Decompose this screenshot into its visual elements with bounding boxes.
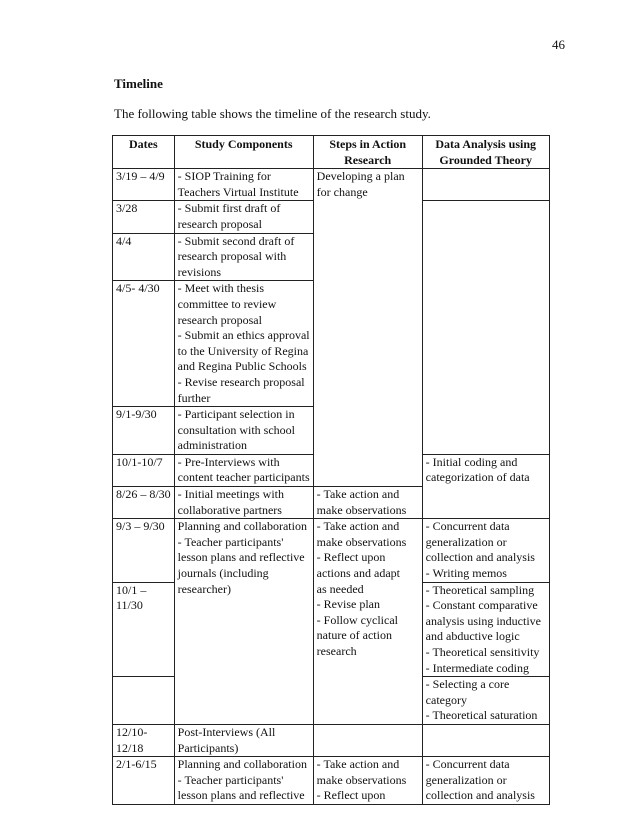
date-cell <box>113 169 175 201</box>
table-row <box>113 757 550 805</box>
date-cell <box>113 454 175 486</box>
cell-text-line: collaborative partners <box>177 502 282 517</box>
cell-text-line: - Revise plan <box>316 597 380 612</box>
cell-text-line: - Reflect upon <box>316 550 386 565</box>
cell-text-line: - Pre-Interviews with <box>177 454 280 469</box>
cell-text-line: 9/1-9/30 <box>116 407 157 422</box>
analysis-cell-core <box>422 677 549 725</box>
cell-text-line: generalization or <box>425 772 507 787</box>
cell-text-line: - Submit second draft of <box>177 233 295 248</box>
cell-text-line: - Selecting a core <box>425 677 510 692</box>
cell-text-line: research proposal with <box>177 249 287 264</box>
cell-text-line: - Meet with thesis <box>177 281 264 296</box>
cell-text-line: - Submit an ethics approval <box>177 328 310 343</box>
cell-text-line: - Theoretical sampling <box>425 582 535 597</box>
cell-text-line: collection and analysis <box>425 550 535 565</box>
cell-text-line: - Intermediate coding <box>425 660 529 675</box>
cell-text-line: 3/19 – 4/9 <box>116 169 165 184</box>
section-heading: Timeline <box>114 76 163 91</box>
date-cell <box>113 519 175 582</box>
cell-text-line: - Teacher participants' <box>177 772 284 787</box>
header-steps-action-research <box>313 136 422 169</box>
cell-text-line: - Initial coding and <box>425 454 518 469</box>
cell-text-line: - Take action and <box>316 519 400 534</box>
cell-text-line: - Concurrent data <box>425 757 510 772</box>
header-dates <box>113 136 175 169</box>
cell-text-line: category <box>425 692 467 707</box>
date-cell <box>113 724 175 756</box>
cell-text-line: consultation with school <box>177 422 295 437</box>
component-cell <box>174 724 313 756</box>
cell-text-line: Data Analysis using <box>435 137 537 151</box>
cell-text-line: administration <box>177 438 247 453</box>
component-cell <box>174 454 313 486</box>
cell-text-line: further <box>177 390 211 405</box>
cell-text-line: - SIOP Training for <box>177 169 271 184</box>
cell-text-line: - Reflect upon <box>316 788 386 803</box>
cell-text-line: categorization of data <box>425 470 530 485</box>
steps-cell-take-action-last <box>313 757 422 805</box>
cell-text-line: research proposal <box>177 312 262 327</box>
analysis-cell-concurrent-last <box>422 757 549 805</box>
cell-text-line: 4/5- 4/30 <box>116 281 160 296</box>
header-data-analysis <box>422 136 549 169</box>
steps-cell-take-action-reflect <box>313 519 422 725</box>
cell-text-line: Study Components <box>194 137 293 151</box>
date-cell <box>113 582 175 677</box>
cell-text-line: lesson plans and reflective <box>177 788 305 803</box>
cell-text-line: 8/26 – 8/30 <box>116 487 171 502</box>
date-cell <box>113 677 175 725</box>
cell-text-line: - Participant selection in <box>177 407 295 422</box>
date-cell <box>113 201 175 233</box>
cell-text-line: researcher) <box>177 581 231 596</box>
steps-cell-empty <box>313 724 422 756</box>
component-cell-planning <box>174 519 313 725</box>
cell-text-line: 4/4 <box>116 233 132 248</box>
component-cell <box>174 233 313 281</box>
cell-text-line: Research <box>344 152 392 167</box>
cell-text-line: lesson plans and reflective <box>177 550 305 565</box>
date-cell <box>113 487 175 519</box>
timeline-table <box>112 135 550 805</box>
cell-text-line: to the University of Regina <box>177 343 309 358</box>
cell-text-line: collection and analysis <box>425 788 535 803</box>
cell-text-line: make observations <box>316 534 407 549</box>
analysis-cell-empty <box>422 169 549 201</box>
analysis-cell-empty <box>422 201 549 455</box>
cell-text-line: nature of action <box>316 628 392 643</box>
cell-text-line: Steps in Action <box>329 137 407 151</box>
cell-text-line: generalization or <box>425 534 507 549</box>
component-cell <box>174 201 313 233</box>
steps-cell-developing <box>313 169 422 487</box>
cell-text-line: - Theoretical saturation <box>425 708 538 723</box>
steps-cell-take-action <box>313 487 422 519</box>
cell-text-line: - Theoretical sensitivity <box>425 645 540 659</box>
cell-text-line: committee to review <box>177 296 277 311</box>
cell-text-line: - Submit first draft of <box>177 201 281 216</box>
cell-text-line: 9/3 – 9/30 <box>116 519 165 534</box>
table-row <box>113 724 550 756</box>
date-cell <box>113 407 175 455</box>
component-cell <box>174 757 313 805</box>
cell-text-line: - Revise research proposal <box>177 374 305 389</box>
cell-text-line: research <box>316 644 357 658</box>
analysis-cell-theoretical <box>422 582 549 677</box>
date-cell <box>113 281 175 407</box>
cell-text-line: revisions <box>177 264 222 279</box>
cell-text-line: - Initial meetings with <box>177 487 284 502</box>
table-header-row <box>113 136 550 169</box>
cell-text-line: 2/1-6/15 <box>116 757 157 772</box>
cell-text-line: 10/1 – <box>116 582 147 597</box>
cell-text-line: Post-Interviews (All <box>177 724 276 739</box>
cell-text-line: and Regina Public Schools <box>177 359 307 374</box>
cell-text-line: for change <box>316 184 368 199</box>
analysis-cell-concurrent <box>422 519 549 582</box>
cell-text-line: 11/30 <box>116 598 143 613</box>
analysis-cell-empty <box>422 724 549 756</box>
cell-text-line: make observations <box>316 772 407 787</box>
cell-text-line: 12/18 <box>116 740 144 755</box>
cell-text-line: 10/1-10/7 <box>116 454 163 469</box>
component-cell <box>174 407 313 455</box>
cell-text-line: - Teacher participants' <box>177 534 284 549</box>
component-cell <box>174 281 313 407</box>
component-cell <box>174 169 313 201</box>
cell-text-line: 12/10- <box>116 724 148 739</box>
cell-text-line: - Take action and <box>316 757 400 772</box>
cell-text-line: - Concurrent data <box>425 519 510 534</box>
intro-paragraph: The following table shows the timeline of the research study. <box>114 106 431 121</box>
cell-text-line: and abductive logic <box>425 629 520 644</box>
header-study-components <box>174 136 313 169</box>
cell-text-line: analysis using inductive <box>425 613 541 628</box>
cell-text-line: Grounded Theory <box>439 152 532 167</box>
cell-text-line: Dates <box>129 137 158 151</box>
cell-text-line: Planning and collaboration <box>177 757 307 772</box>
cell-text-line: - Follow cyclical <box>316 612 398 627</box>
date-cell <box>113 233 175 281</box>
table-row <box>113 169 550 201</box>
cell-text-line: Developing a plan <box>316 169 405 184</box>
analysis-cell-initial-coding <box>422 454 549 518</box>
date-cell <box>113 757 175 805</box>
component-cell <box>174 487 313 519</box>
cell-text-line: Teachers Virtual Institute <box>177 184 299 199</box>
page-number: 46 <box>552 37 565 52</box>
cell-text-line: journals (including <box>177 566 269 581</box>
cell-text-line: - Writing memos <box>425 566 507 581</box>
cell-text-line: as needed <box>316 581 364 596</box>
cell-text-line: Planning and collaboration <box>177 519 307 534</box>
cell-text-line: - Take action and <box>316 487 400 502</box>
cell-text-line: research proposal <box>177 216 262 231</box>
cell-text-line: content teacher participants <box>177 470 310 485</box>
cell-text-line: Participants) <box>177 740 239 755</box>
table-row <box>113 519 550 582</box>
cell-text-line: 3/28 <box>116 201 138 216</box>
cell-text-line: - Constant comparative <box>425 598 538 613</box>
cell-text-line: make observations <box>316 502 407 517</box>
cell-text-line: actions and adapt <box>316 566 400 581</box>
